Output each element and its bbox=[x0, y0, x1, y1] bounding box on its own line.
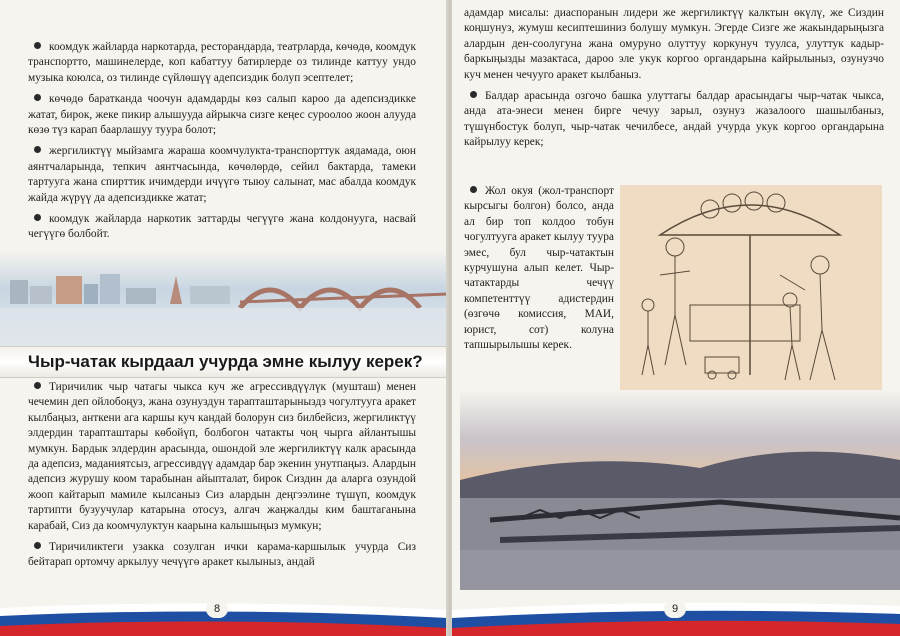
list-item bbox=[464, 89, 884, 151]
bullet-icon bbox=[34, 214, 41, 221]
bullet-text: жергиликтүү мыйзамга жараша коомчулукта-транспорттук аядамада, оюн аянтчаларында, тепкич аянтчасында, көчөлөрдө, сейил бактарда, тамеки тартууга жана спирттик ичимдерди ичүүгө тыюу салынат, мас абалда коомдук жайда жүрүү да адепсиздикке жатат; bbox=[28, 145, 416, 204]
page-number: 9 bbox=[664, 600, 686, 618]
bullet-text: Тиричилик чыр чатагы чыкса куч же агрессивдүүлүк (мушташ) менен чечемин деп ойлобоңуз, жана озунуздун тарапташтарыныздз чогултууга аракет кылбаңыз, анткени ага каршы куч кандай болорун сиз билбейсиз, жергиликтүү элдердин тарапташтары көбойүп, болбогон чатакты чоң чырга айлантышы мумкун. Бардык элдердин арасында, ошондой эле жергиликтүү калк арасында да адепсиз, маданиятсыз, агрессивдүү адамдар бар экенин унутпаңыз. Алардын адепсиз журушу коом тарабынан айыпталат, бирок Сиздин да аларга озундой жооп кайтарып мамиле кылсаныз Сиз алардын деңгээлине түшүп, коомдук тартипти бузуучулар катарына отосуз, алгач жаңжалды ким баштаганына карабай, Сиз да коомчулуктун каарына калышыңыз мумкун; bbox=[28, 381, 416, 532]
bullet-icon bbox=[470, 186, 477, 193]
bullet-icon bbox=[34, 382, 41, 389]
road-accident-text bbox=[464, 184, 614, 359]
list-item bbox=[28, 212, 416, 243]
list-item bbox=[28, 540, 416, 571]
right-page bbox=[452, 0, 900, 636]
bullet-text: коомдук жайларда наркотик заттарды чегүүгө жана колдонууга, насвай чегүүгө болбойт. bbox=[28, 213, 416, 241]
intro-paragraph: адамдар мисалы: диаспоранын лидери же жергиликтүү калктын өкүлү, же Сиздин коңшунуз, жумуш кесиптешиниз болушу мумкун. Эгерде Сизге же жакындарыңызга алардын ден-соолугуна жана омуруно олуттуу коркунуч туулса, улуттук кадыр-баркыңызды мазактаса, дароо эле укук коргоо органдарына кайрылыныз, озунузчо куч менен чечууго аракет кылбаныз. bbox=[464, 7, 884, 81]
bullet-text: Балдар арасында озгочо башка улуттагы балдар арасындагы чыр-чатак чыкса, анда ата-энеси менен бирге чечуу зарыл, озунуз жазалоого шашылбаныз, түшүнбостук болуп, чыр-чатак чечилбесе, андай учурда укук коргоо органдарына кайрылуу керек; bbox=[464, 90, 884, 149]
left-top-text bbox=[28, 40, 416, 249]
bullet-icon bbox=[34, 42, 41, 49]
left-page bbox=[0, 0, 448, 636]
city-bridge-image bbox=[0, 250, 448, 350]
market-conflict-illustration bbox=[620, 185, 882, 393]
bridge-sunset-photo bbox=[460, 390, 900, 590]
bullet-text: көчөдө баратканда чоочун адамдарды көз салып кароо да адепсиздикке жатат, бирок, жеке пикир алышууда айрыкча сизге кеңес суроолоо жоон алууда көзө түз карап баарлашуу туура болот; bbox=[28, 93, 416, 137]
list-item bbox=[28, 92, 416, 138]
bullet-icon bbox=[34, 542, 41, 549]
bullet-text: Жол окуя (жол-транспорт кырсыгы болгон) болсо, анда ал бир топ колдоо тобун чогултууга аракет кылуу туура эмес, бул чыр-чатактын курчушуна алып келет. Чыр-чатактарды чечүү компетенттүү адистердин (өзгөчө комиссия, МАИ, юрист, сот) колуна тапшырылышы керек. bbox=[464, 185, 614, 352]
bullet-text: Тиричиликтеги узакка созулган ички карама-каршылык учурда Сиз бейтарап ортомчу аркылуу чечүүгө аракет кылыныз, андай bbox=[28, 541, 416, 569]
list-item bbox=[28, 144, 416, 206]
list-item bbox=[464, 184, 614, 353]
page-number: 8 bbox=[206, 600, 228, 618]
left-bottom-text bbox=[28, 380, 416, 577]
heading-text: Чыр-чатак кырдаал учурда эмне кылуу керек? bbox=[28, 352, 423, 371]
right-top-text bbox=[464, 6, 884, 157]
bullet-icon bbox=[34, 146, 41, 153]
bullet-icon bbox=[34, 94, 41, 101]
bullet-text: коомдук жайларда наркотарда, ресторандарда, театрларда, көчөдө, коомдук транспортто, машинелерде, коп кабаттуу батирлерде оз тилинде каттуу ундо музыка коюлса, оз тилинде сүйлөшүү адепсиздик болуп эсептелет; bbox=[28, 41, 416, 84]
section-heading bbox=[0, 346, 446, 378]
bullet-icon bbox=[470, 91, 477, 98]
list-item bbox=[28, 40, 416, 86]
list-item bbox=[28, 380, 416, 534]
